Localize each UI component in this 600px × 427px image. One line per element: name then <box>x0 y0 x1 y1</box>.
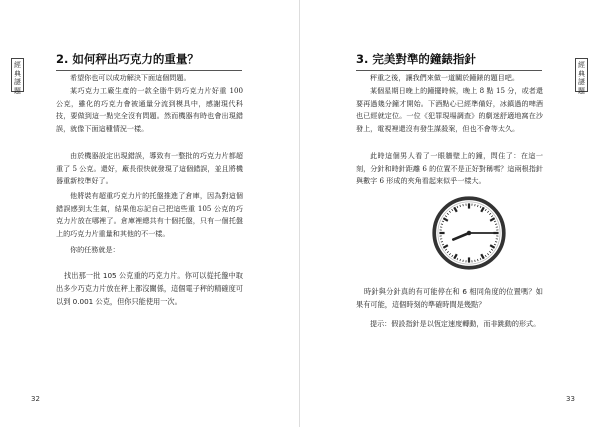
right-hint: 提示：假設指針是以恆定速度轉動，而非跳動的形式。 <box>370 319 541 328</box>
right-side-tab: 經典謎題 <box>575 58 588 92</box>
left-task: 找出那一批 105 公克重的巧克力片。你可以從托盤中取出多少巧克力片放在秤上都沒關係，這個電子秤的精確度可以到 0.001 公克，但你只能使用一次。 <box>56 271 243 306</box>
right-paragraph-2: 某個星期日晚上的鐘擺時候，晚上 8 點 15 分，或者還要再過幾分鐘才開始。下酒點心已經準備好，冰鎮過的啤酒也已經就定位。一位《犯罪現場調查》的劇迷舒適地窩在沙發上，電視裡還沒有發生謀殺案，但也不會等太久。 <box>356 86 543 133</box>
left-paragraph-2: 某巧克力工廠生產的一款全脂牛奶巧克力片好重 100 公克，雖化的巧克力會被通量分流到模具中，感謝現代科技，要做到這一點完全沒有問題。然而機器有時也會出現錯誤，就像下面這種情況一樣。 <box>56 86 243 133</box>
left-paragraph-4: 他將裝有超重巧克力片的托盤推進了倉庫，因為對這個錯誤感到太生氣，結果他忘記自己把這些重 105 公克的巧克力片放在哪裡了。倉庫裡總共有十個托盤，只有一個托盤上的巧克力片重量和其他的不一樣。 <box>56 191 243 238</box>
left-page-number: 32 <box>31 395 40 403</box>
right-paragraph-3: 此時這個男人看了一眼牆壁上的鐘，問住了：在這一刻，分針和時針距離 6 的位置不是正好對稱嗎？這兩根指針與數字 6 形成的夾角看起來似乎一樣大。 <box>356 151 543 186</box>
left-title-rule <box>56 70 242 71</box>
right-question: 時針與分針真的有可能停在和 6 相同角度的位置嗎？如果有可能，這個時刻的準確時間是幾點？ <box>356 287 543 309</box>
wall-clock-icon <box>432 196 506 270</box>
right-page-title: 3. 完美對準的鐘錶指針 <box>356 52 476 66</box>
right-page-number: 33 <box>566 395 575 403</box>
right-title-rule <box>356 70 542 71</box>
right-page <box>300 0 600 427</box>
left-page-title: 2. 如何秤出巧克力的重量？ <box>56 52 199 66</box>
clock-center <box>467 231 471 235</box>
left-paragraph-5: 你的任務就是： <box>70 245 120 254</box>
left-paragraph-1: 希望你也可以成功解決下面這個問題。 <box>70 73 191 82</box>
left-side-tab: 經典謎題 <box>11 58 24 92</box>
right-paragraph-1: 秤重之後，讓我們來做一道關於鐘錶的題目吧。 <box>370 73 519 82</box>
left-paragraph-3: 由於機器設定出現錯誤，導致有一整批的巧克力片都超重了 5 公克。還好，廠長很快就發現了這個錯誤，並且將機器重新校準好了。 <box>56 151 243 186</box>
